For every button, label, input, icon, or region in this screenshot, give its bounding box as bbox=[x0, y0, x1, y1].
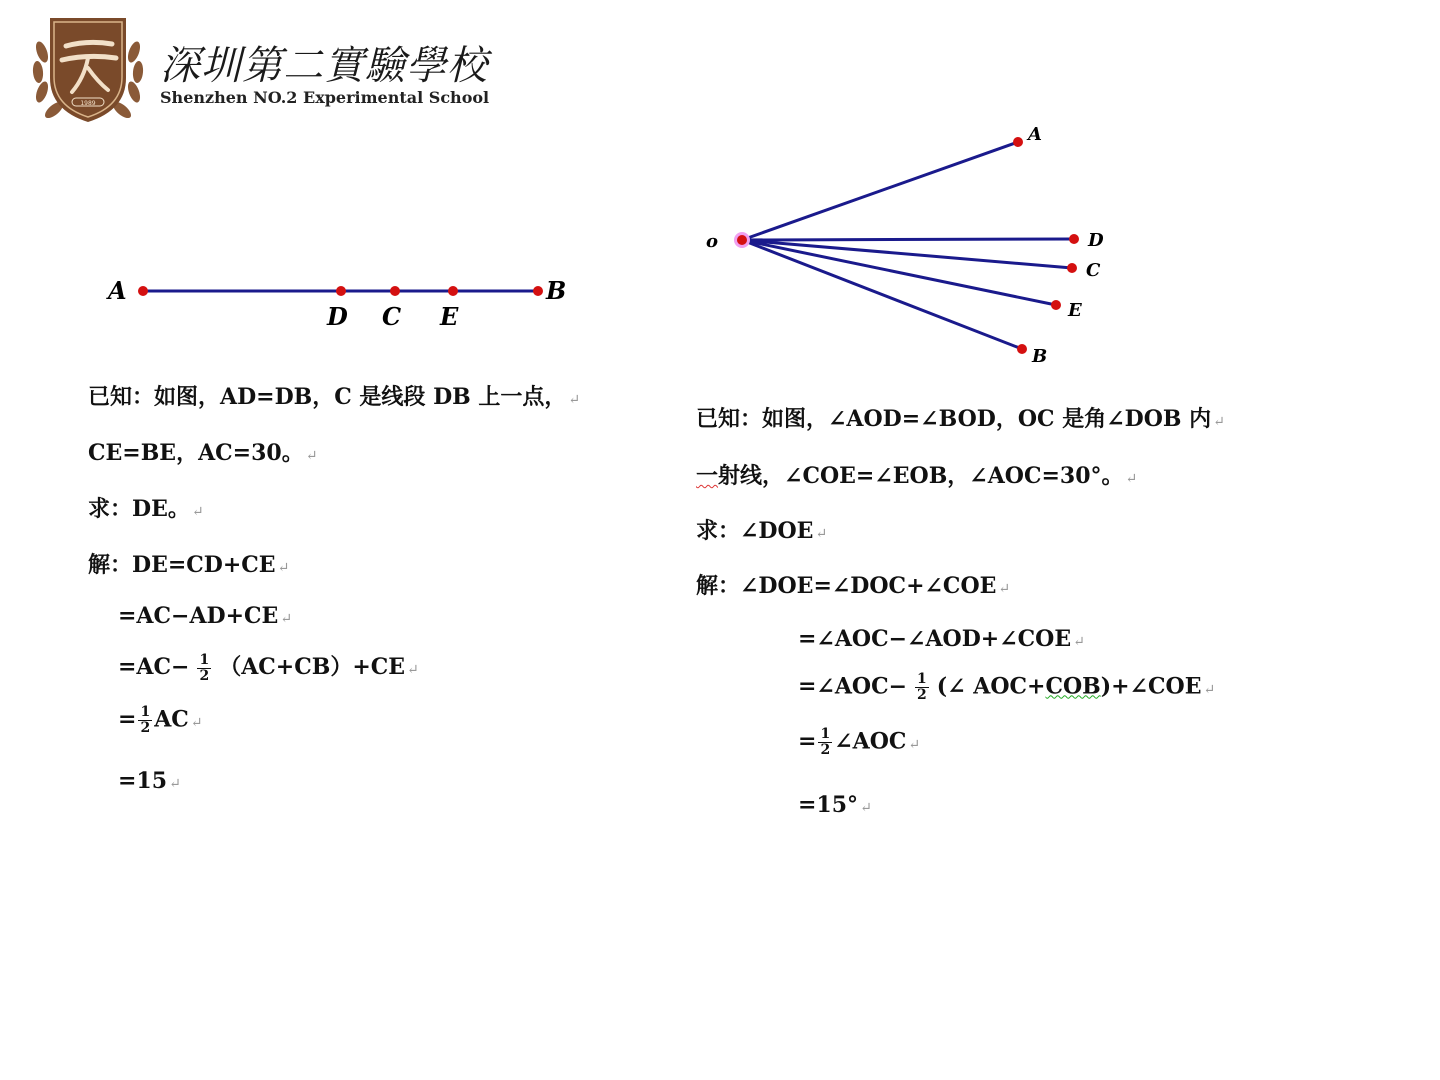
left-solution-text-2a: =AC− bbox=[118, 654, 190, 680]
left-solution-line-0 bbox=[88, 548, 289, 579]
left-ask-line bbox=[88, 492, 204, 523]
point-d bbox=[336, 286, 346, 296]
right-solution-text-0: 解：∠DOE=∠DOC+∠COE bbox=[696, 573, 997, 599]
return-mark: ↵ bbox=[815, 526, 828, 542]
right-solution-text-2c: COB bbox=[1045, 673, 1101, 700]
return-mark: ↵ bbox=[190, 714, 203, 731]
right-solution-line-4 bbox=[798, 792, 872, 818]
label-c: C bbox=[1086, 260, 1101, 281]
emblem-year: 1989 bbox=[80, 100, 96, 107]
right-solution-text-2d: )+∠COE bbox=[1100, 673, 1202, 700]
point-a bbox=[138, 286, 148, 296]
left-given-line-2 bbox=[88, 436, 317, 467]
right-solution-text-4: =15° bbox=[798, 792, 859, 818]
right-given-text-2b: 射线，∠COE=∠EOB，∠AOC=30°。 bbox=[718, 463, 1124, 489]
right-given-line-1 bbox=[696, 402, 1225, 433]
ray-oa bbox=[742, 142, 1018, 240]
school-name-en: Shenzhen NO.2 Experimental School bbox=[160, 88, 490, 107]
fraction-half: $\frac{1}{2}$ bbox=[917, 671, 927, 703]
left-solution-text-0: 解：DE=CD+CE bbox=[88, 552, 276, 578]
point-e bbox=[1051, 300, 1061, 310]
ray-oe bbox=[742, 240, 1056, 305]
return-mark: ↵ bbox=[1213, 414, 1225, 430]
left-solution-line-3 bbox=[118, 705, 203, 736]
right-ask-line bbox=[696, 514, 827, 545]
right-solution-line-2 bbox=[798, 672, 1215, 703]
return-mark: ↵ bbox=[169, 776, 181, 792]
left-solution-line-4 bbox=[118, 768, 181, 794]
left-solution-line-1 bbox=[118, 603, 292, 629]
point-o bbox=[737, 235, 747, 245]
ray-ob bbox=[742, 240, 1022, 349]
label-e: E bbox=[440, 302, 459, 331]
point-c bbox=[390, 286, 400, 296]
label-e: E bbox=[1068, 300, 1082, 321]
right-solution-text-1: =∠AOC−∠AOD+∠COE bbox=[798, 626, 1072, 652]
return-mark: ↵ bbox=[407, 662, 419, 678]
left-solution-text-4: =15 bbox=[118, 768, 168, 794]
left-solution-text-2b: （AC+CB）+CE bbox=[219, 654, 406, 680]
return-mark: ↵ bbox=[1203, 681, 1216, 698]
fraction-half: $\frac{1}{2}$ bbox=[140, 704, 151, 736]
ray-oc bbox=[742, 240, 1072, 268]
right-given-text-1: 已知：如图，∠AOD=∠BOD，OC 是角∠DOB 内 bbox=[696, 406, 1212, 432]
return-mark: ↵ bbox=[1073, 634, 1085, 650]
return-mark: ↵ bbox=[908, 736, 921, 753]
right-solution-line-1 bbox=[798, 626, 1085, 652]
label-d: D bbox=[1088, 230, 1104, 251]
point-b bbox=[1017, 344, 1027, 354]
label-d: D bbox=[327, 302, 348, 331]
ray-od bbox=[742, 239, 1074, 240]
return-mark: ↵ bbox=[860, 800, 872, 816]
right-given-text-2a: 一 bbox=[696, 463, 719, 489]
right-solution-text-2a: =∠AOC− bbox=[798, 673, 908, 700]
point-e bbox=[448, 286, 458, 296]
right-solution-line-3 bbox=[798, 727, 920, 758]
return-mark: ↵ bbox=[998, 581, 1011, 597]
left-given-text-1: 已知：如图，AD=DB，C 是线段 DB 上一点， bbox=[88, 384, 567, 410]
label-b: B bbox=[546, 276, 567, 305]
right-solution-text-3b: ∠AOC bbox=[834, 728, 907, 755]
left-solution-line-2 bbox=[118, 650, 419, 684]
return-mark: ↵ bbox=[280, 611, 293, 627]
school-logo bbox=[28, 12, 498, 132]
right-solution-text-2b: (∠ AOC+ bbox=[936, 673, 1046, 700]
label-o: o bbox=[706, 231, 719, 252]
school-name-cn: 深圳第二實驗學校 bbox=[160, 43, 488, 89]
label-c: C bbox=[382, 302, 402, 331]
fraction-half: $\frac{1}{2}$ bbox=[199, 651, 210, 684]
point-d bbox=[1069, 234, 1079, 244]
right-solution-text-3a: = bbox=[798, 728, 817, 755]
point-a bbox=[1013, 137, 1023, 147]
left-given-text-2: CE=BE，AC=30。 bbox=[88, 440, 304, 466]
return-mark: ↵ bbox=[568, 392, 581, 408]
label-a: A bbox=[108, 276, 127, 305]
right-ask-text: 求：∠DOE bbox=[696, 518, 814, 544]
school-emblem-icon bbox=[28, 12, 148, 132]
right-given-line-2 bbox=[696, 459, 1137, 490]
left-given-line-1 bbox=[88, 380, 580, 411]
label-a: A bbox=[1028, 124, 1042, 145]
left-solution-text-3a: = bbox=[118, 706, 137, 733]
angle-diagram bbox=[700, 118, 1120, 378]
return-mark: ↵ bbox=[1125, 471, 1138, 487]
right-solution-line-0 bbox=[696, 569, 1010, 600]
return-mark: ↵ bbox=[305, 448, 318, 464]
left-solution-text-3b: AC bbox=[154, 706, 189, 733]
label-b: B bbox=[1032, 346, 1048, 367]
fraction-half: $\frac{1}{2}$ bbox=[820, 726, 831, 758]
return-mark: ↵ bbox=[277, 560, 290, 576]
return-mark: ↵ bbox=[191, 504, 204, 520]
segment-diagram bbox=[100, 268, 600, 368]
left-ask-text: 求：DE。 bbox=[88, 496, 190, 522]
point-c bbox=[1067, 263, 1077, 273]
left-solution-text-1: =AC−AD+CE bbox=[118, 603, 279, 629]
point-b bbox=[533, 286, 543, 296]
